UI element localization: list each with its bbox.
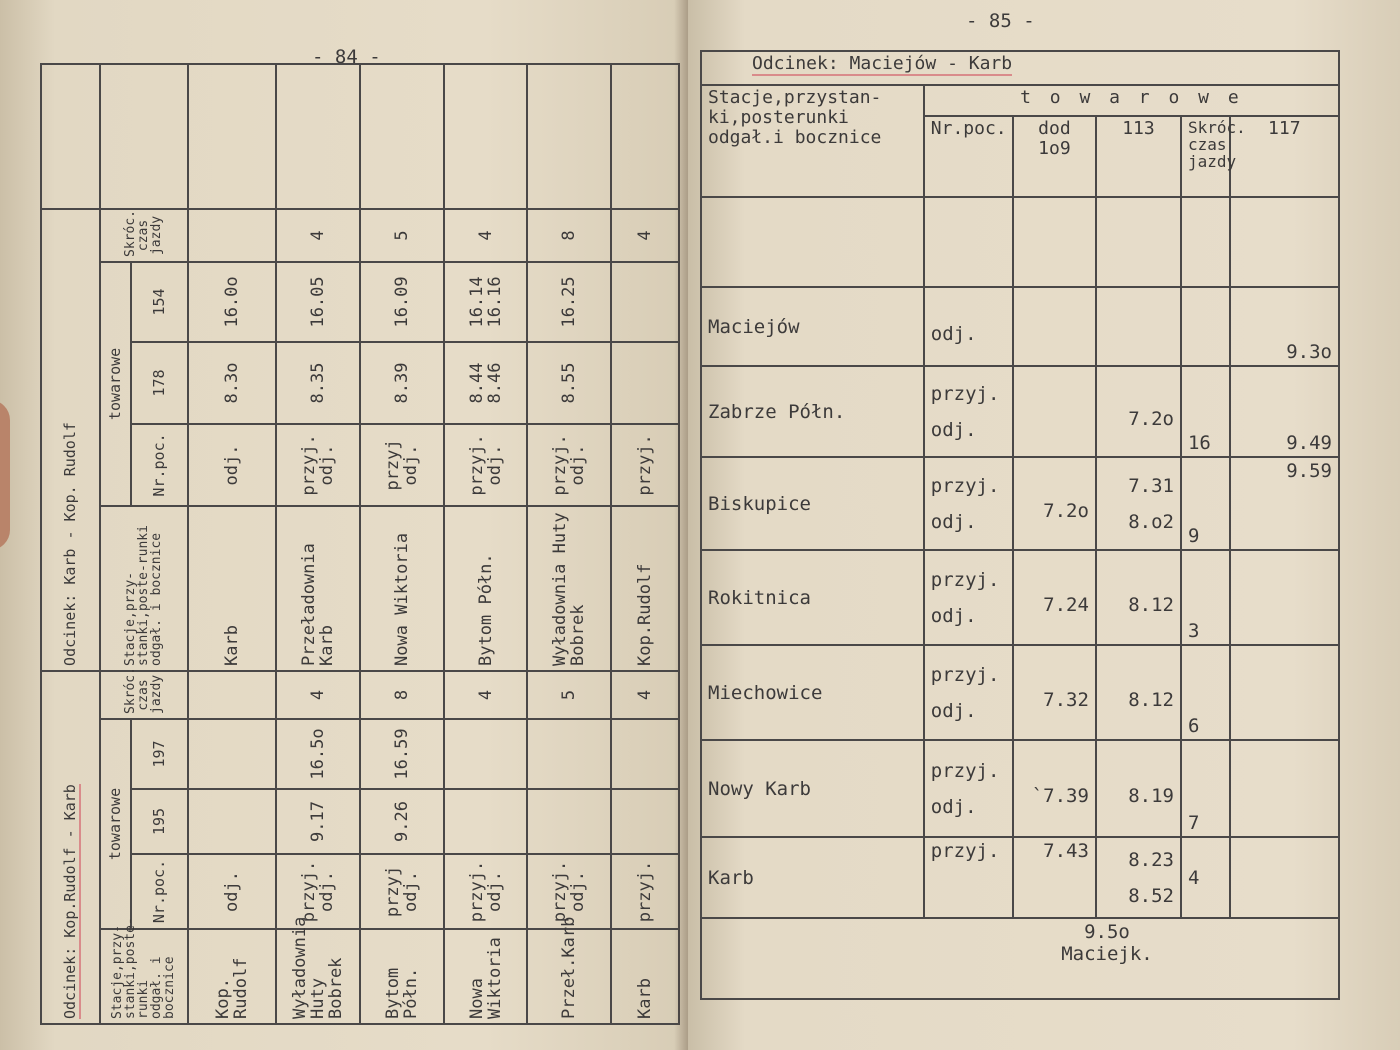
- blank: [360, 64, 444, 209]
- time: [611, 262, 679, 342]
- col-header-nrpoc: Nr.poc.: [131, 854, 188, 929]
- dod109-cell: [1013, 550, 1096, 645]
- station-rokitnica: Rokitnica: [701, 550, 924, 645]
- right-timetable: [700, 50, 1340, 1000]
- label: przyj.: [611, 854, 679, 929]
- t113-cell: [1096, 457, 1181, 550]
- label-przyj: przyj.: [930, 840, 1000, 863]
- label-odj: odj.: [930, 510, 977, 533]
- section-title-rudolf-karb: [41, 671, 100, 1024]
- label-cell: [924, 366, 1013, 457]
- time-odj: `7.39: [1031, 784, 1089, 807]
- station-bytom: Bytom Półn.: [444, 506, 528, 671]
- right-title: [701, 51, 1339, 85]
- empty-head-2: [100, 64, 188, 209]
- time: 8.35: [276, 342, 360, 424]
- station-bytom: Bytom Półn.: [360, 929, 444, 1024]
- skroc: [188, 209, 276, 262]
- time-odj: 8.12: [1128, 688, 1174, 711]
- label-odj: odj.: [930, 604, 977, 627]
- label-przyj: przyj.: [550, 434, 571, 496]
- col-header-nrpoc-2: Nr.poc.: [131, 424, 188, 506]
- label-przyj: przyj.: [299, 860, 320, 923]
- t117-cell: [1230, 837, 1339, 918]
- time-odj: 8.46: [484, 362, 505, 404]
- dod109-cell: [1013, 645, 1096, 740]
- t117-cell: [1230, 287, 1339, 366]
- dod109-cell: [1013, 366, 1096, 457]
- skroc: 4: [1181, 837, 1230, 918]
- label-cell: [924, 837, 1013, 918]
- time-przyj: 8.44: [466, 362, 487, 404]
- skroc: 8: [360, 671, 444, 719]
- blank: [276, 64, 360, 209]
- label-odj: odj.: [930, 795, 977, 818]
- time: 8.3o: [188, 342, 276, 424]
- right-title-text: Odcinek: Maciejów - Karb: [752, 53, 1013, 74]
- t113-cell: [1096, 740, 1181, 837]
- time-odj: 7.32: [1043, 688, 1089, 711]
- time-przyj: 8.23: [1128, 848, 1174, 871]
- blank: [188, 64, 276, 209]
- time-przyj: 16.14: [466, 276, 487, 328]
- label-odj: odj.: [930, 699, 977, 722]
- t117-cell: [1230, 645, 1339, 740]
- label-cell: [924, 645, 1013, 740]
- section-title-karb-rudolf: Odcinek: Karb - Kop. Rudolf: [41, 209, 100, 671]
- time: 16.59: [360, 719, 444, 789]
- label-przyj: przyj.: [930, 474, 1000, 497]
- skroc: 9: [1181, 457, 1230, 550]
- label: [276, 854, 360, 929]
- station-karb: Karb: [611, 929, 679, 1024]
- footer-cell: [701, 918, 1339, 999]
- time-odj: 7.2o: [1128, 407, 1174, 430]
- dod109-cell: [1013, 457, 1096, 550]
- time-117: 9.3o: [1286, 341, 1332, 364]
- label: przyj.: [611, 424, 679, 506]
- label-przyj: przyj.: [930, 663, 1000, 686]
- blank: [1013, 197, 1096, 288]
- label-odj: odj.: [400, 871, 421, 912]
- t113-cell: [1096, 287, 1181, 366]
- station-zabrze: Zabrze Półn.: [701, 366, 924, 457]
- time: 16.0o: [188, 262, 276, 342]
- station-nowy-karb: Nowy Karb: [701, 740, 924, 837]
- time-odj: 16.16: [484, 276, 505, 328]
- blank: [1181, 197, 1230, 288]
- t113-cell: [1096, 550, 1181, 645]
- time-117: 9.59: [1286, 460, 1332, 483]
- footer-note: Maciejk.: [1061, 943, 1153, 966]
- time: [611, 789, 679, 854]
- skroc: [188, 671, 276, 719]
- time-117: 9.49: [1286, 432, 1332, 455]
- col-header-154: 154: [131, 262, 188, 342]
- label-odj: odj.: [400, 444, 421, 486]
- col-header-towarowe: towarowe: [100, 719, 132, 929]
- page-number-85: - 85 -: [966, 10, 1035, 32]
- rotated-timetable: [40, 65, 680, 1025]
- label-cell: [924, 550, 1013, 645]
- time: 16.5o: [276, 719, 360, 789]
- t117-cell: [1230, 366, 1339, 457]
- t117-cell: [1230, 550, 1339, 645]
- label-cell: [924, 457, 1013, 550]
- blank: [701, 197, 924, 288]
- label-przyj: przyj: [382, 439, 403, 491]
- col-header-195: 195: [131, 789, 188, 854]
- col-header-skroc: Skróc. czas jazdy: [1181, 116, 1230, 197]
- skroc: 8: [527, 209, 611, 262]
- col-header-station: Stacje,przystan-ki,posterunki odgał.i bocznice: [701, 85, 924, 196]
- dod109-cell: [1013, 740, 1096, 837]
- t113-cell: [1096, 837, 1181, 918]
- time: 16.25: [527, 262, 611, 342]
- col-header-towarowe-2: towarowe: [100, 262, 132, 506]
- t117-cell: [1230, 457, 1339, 550]
- dod109-cell: [1013, 837, 1096, 918]
- time: [444, 719, 528, 789]
- label-odj: odj.: [317, 871, 338, 912]
- empty-head: [41, 64, 100, 209]
- skroc: 4: [611, 671, 679, 719]
- skroc: 4: [276, 671, 360, 719]
- thumb: [0, 400, 10, 550]
- station-przel-karb: Przeł.Karb: [527, 929, 611, 1024]
- section-title-text: Odcinek: Kop.Rudolf - Karb: [60, 784, 79, 1019]
- skroc: 3: [1181, 550, 1230, 645]
- label-cell: [924, 740, 1013, 837]
- col-header-skroc-2: Skróc. czas jazdy: [100, 209, 188, 262]
- col-header-skroc: Skróc. czas jazdy: [100, 671, 188, 719]
- label-przyj: przyj.: [550, 860, 571, 923]
- time: 8.39: [360, 342, 444, 424]
- skroc: 5: [527, 671, 611, 719]
- col-header-dod109: dod 1o9: [1013, 116, 1096, 197]
- time: [188, 719, 276, 789]
- t113-cell: [1096, 645, 1181, 740]
- time: 9.26: [360, 789, 444, 854]
- label: [360, 854, 444, 929]
- skroc: 16: [1181, 366, 1230, 457]
- skroc: 4: [276, 209, 360, 262]
- station-kop-rudolf: Kop. Rudolf: [188, 929, 276, 1024]
- label: odj.: [188, 424, 276, 506]
- col-header-towarowe: t o w a r o w e: [924, 85, 1339, 115]
- label-odj: odj.: [317, 444, 338, 486]
- skroc: 4: [444, 671, 528, 719]
- time: [527, 719, 611, 789]
- label-przyj: przyj.: [930, 382, 1000, 405]
- skroc: 5: [360, 209, 444, 262]
- label-przyj: przyj: [382, 865, 403, 918]
- label: [444, 424, 528, 506]
- blank: [527, 64, 611, 209]
- time: 16.05: [276, 262, 360, 342]
- label-cell: [924, 287, 1013, 366]
- blank: [1096, 197, 1181, 288]
- time: [188, 789, 276, 854]
- col-header-station-2: Stacje,przy-stanki,poste-runki odgał. i bocznice: [100, 506, 188, 671]
- label-przyj: przyj.: [466, 434, 487, 496]
- label-przyj: przyj.: [299, 434, 320, 496]
- station-biskupice: Biskupice: [701, 457, 924, 550]
- time: [527, 789, 611, 854]
- time-odj: 7.24: [1043, 593, 1089, 616]
- time-odj: 8.12: [1128, 593, 1174, 616]
- station-nowa-wiktoria: Nowa Wiktoria: [444, 929, 528, 1024]
- blank: [444, 64, 528, 209]
- label-odj: odj.: [930, 322, 977, 345]
- time-przyj: 7.31: [1128, 474, 1174, 497]
- col-header-113: 113: [1096, 116, 1181, 197]
- blank: [924, 197, 1013, 288]
- skroc: [1181, 287, 1230, 366]
- t113-cell: [1096, 366, 1181, 457]
- col-header-station: Stacje,przy-stanki,poste-runki odgał. i bocznice: [100, 929, 188, 1024]
- footer-time: 9.5o: [1084, 921, 1130, 944]
- label: [527, 424, 611, 506]
- station-wyladownia: Wyładownia Huty Bobrek: [276, 929, 360, 1024]
- label: [444, 854, 528, 929]
- station-karb: Karb: [701, 837, 924, 918]
- col-header-197: 197: [131, 719, 188, 789]
- label-przyj: przyj.: [466, 860, 487, 923]
- dod109-cell: [1013, 287, 1096, 366]
- col-header-nrpoc: Nr.poc.: [924, 116, 1013, 197]
- label-przyj: przyj.: [930, 759, 1000, 782]
- label-odj: odj.: [484, 871, 505, 912]
- time: [611, 342, 679, 424]
- time: 9.17: [276, 789, 360, 854]
- label-przyj: przyj.: [930, 568, 1000, 591]
- station-wyladownia: Wyładownia Huty Bobrek: [527, 506, 611, 671]
- label: odj.: [188, 854, 276, 929]
- time-odj: 7.2o: [1043, 499, 1089, 522]
- col-header-117: 117: [1230, 116, 1339, 197]
- time: 8.55: [527, 342, 611, 424]
- time-odj: 8.52: [1128, 884, 1174, 907]
- blank: [611, 64, 679, 209]
- label-odj: odj.: [568, 871, 589, 912]
- left-timetable: [40, 63, 680, 1025]
- time: [444, 342, 528, 424]
- left-page: [0, 0, 690, 1050]
- station-nowa-wiktoria: Nowa Wiktoria: [360, 506, 444, 671]
- label-odj: odj.: [930, 418, 977, 441]
- label-odj: odj.: [484, 444, 505, 486]
- skroc: 4: [611, 209, 679, 262]
- time: 16.09: [360, 262, 444, 342]
- label: [360, 424, 444, 506]
- time: [444, 789, 528, 854]
- time-odj: 8.19: [1128, 784, 1174, 807]
- station-kop-rudolf: Kop.Rudolf: [611, 506, 679, 671]
- time-odj: 8.o2: [1128, 510, 1174, 533]
- time-przyj: 7.43: [1043, 840, 1089, 863]
- t117-cell: [1230, 740, 1339, 837]
- skroc: 6: [1181, 645, 1230, 740]
- skroc: 7: [1181, 740, 1230, 837]
- station-przeladownia: Przeładownia Karb: [276, 506, 360, 671]
- page-number-84: - 84 -: [312, 46, 381, 68]
- col-header-178: 178: [131, 342, 188, 424]
- blank: [1230, 197, 1339, 288]
- skroc: 4: [444, 209, 528, 262]
- station-miechowice: Miechowice: [701, 645, 924, 740]
- label: [276, 424, 360, 506]
- label-odj: odj.: [568, 444, 589, 486]
- label: [527, 854, 611, 929]
- time: [444, 262, 528, 342]
- time: [611, 719, 679, 789]
- station-karb: Karb: [188, 506, 276, 671]
- station-maciejow: Maciejów: [701, 287, 924, 366]
